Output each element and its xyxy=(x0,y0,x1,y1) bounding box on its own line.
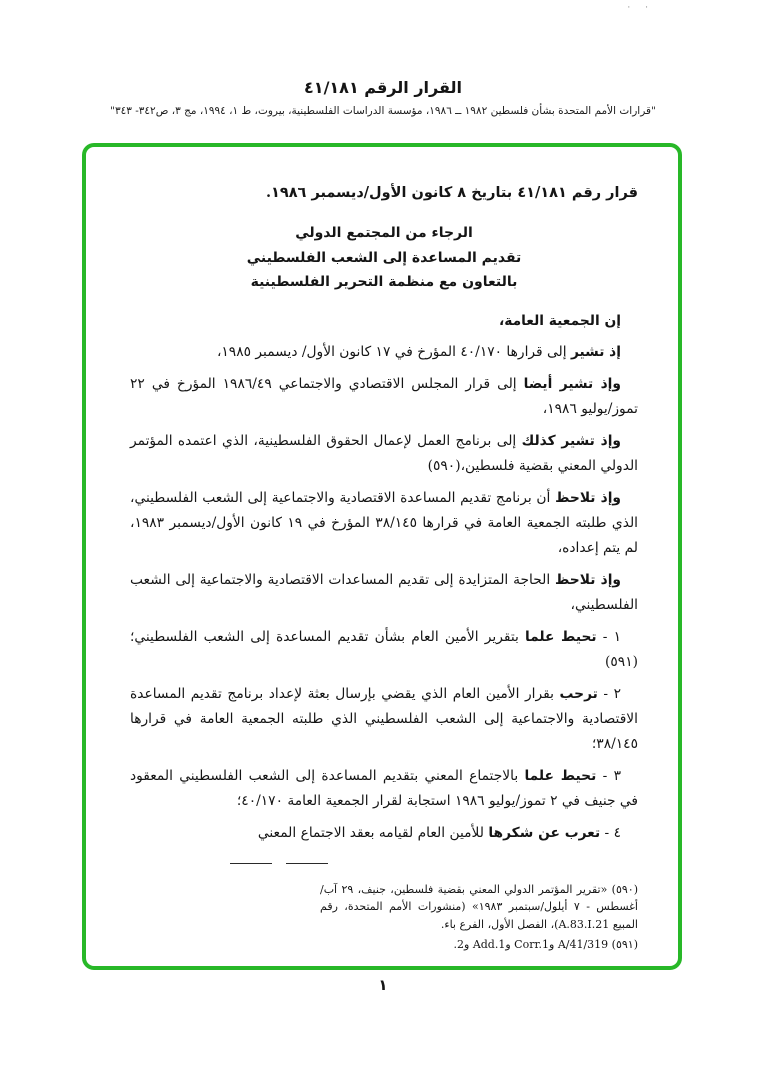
page-number: ١ xyxy=(378,976,388,994)
subtitle-line-1: الرجاء من المجتمع الدولي xyxy=(295,225,473,241)
operative-paragraph-4 xyxy=(130,821,638,846)
paragraph-number: ٤ - xyxy=(600,824,621,841)
paragraph-text: إلى قرار المجلس الاقتصادي والاجتماعي ١٩٨٦/٤٩ المؤرخ في ٢٢ تموز/يوليو ١٩٨٦، xyxy=(130,375,638,417)
paragraph-number: ٣ - xyxy=(596,767,621,784)
paragraph-lead: ترحب xyxy=(559,685,598,702)
paragraph-text: بالاجتماع المعني بتقديم المساعدة إلى الشعب الفلسطيني المعقود في جنيف في ٢ تموز/يوليو ١٩٨٦ استجابة لقرار الجمعية العامة ٤٠/١٧٠؛ xyxy=(130,767,638,809)
paragraph-lead: تحيط علما xyxy=(524,767,597,784)
preamble-paragraph-2 xyxy=(130,372,638,422)
footnote-separator xyxy=(130,853,638,872)
corner-mark: · · xyxy=(627,3,654,13)
operative-paragraph-3 xyxy=(130,764,638,814)
paragraph-lead: تعرب عن شكرها xyxy=(488,824,601,841)
operative-paragraph-2 xyxy=(130,682,638,757)
header-resolution-number: القرار الرقم ٤١/١٨١ xyxy=(304,78,462,97)
paragraph-lead: وإذ تشير كذلك xyxy=(521,432,621,449)
paragraph-number: ٢ - xyxy=(597,685,622,702)
document-header xyxy=(0,78,766,117)
footnote-591: (٥٩١) A/41/319 وCorr.1 وAdd.1 و2. xyxy=(453,938,638,951)
footnote-590: (٥٩٠) «تقرير المؤتمر الدولي المعني بقضية فلسطين، جنيف، ٢٩ آب/ أغسطس - ٧ أيلول/سبتمبر ١٩٨٣» (منشورات الأمم المتحدة، رقم المبيع A.83.I.21)، الفصل الأول، الفرع باء. xyxy=(320,882,638,931)
paragraph-lead: وإذ تلاحظ xyxy=(555,489,621,506)
paragraph-text: بتقرير الأمين العام بشأن تقديم المساعدة إلى الشعب الفلسطيني؛(٥٩١) xyxy=(130,628,638,670)
green-highlight-region xyxy=(82,143,682,970)
header-source-citation: "قرارات الأمم المتحدة بشأن فلسطين ١٩٨٢ ــ ١٩٨٦، مؤسسة الدراسات الفلسطينية، بيروت، ط ١، ١٩٩٤، مج ٣، ص٣٤٢- ٣٤٣" xyxy=(110,105,656,117)
paragraph-text: إلى برنامج العمل لإعمال الحقوق الفلسطينية، الذي اعتمده المؤتمر الدولي المعني بقضية فلسطين،(٥٩٠) xyxy=(130,432,638,474)
paragraph-text: أن برنامج تقديم المساعدة الاقتصادية والاجتماعية إلى الشعب الفلسطيني، الذي طلبته الجمعية العامة في قرارها ٣٨/١٤٥ المؤرخ في ١٩ كانون الأول/ديسمبر ١٩٨٣، لم يتم إعداده، xyxy=(130,489,638,556)
preamble-opening: إن الجمعية العامة، xyxy=(498,312,621,329)
subtitle-line-3: بالتعاون مع منظمة التحرير الفلسطينية xyxy=(250,274,518,290)
subtitle-line-2: تقديم المساعدة إلى الشعب الفلسطيني xyxy=(246,249,522,266)
preamble-paragraph-1 xyxy=(130,340,638,365)
paragraph-number: ١ - xyxy=(596,628,621,645)
paragraph-lead: إذ تشير xyxy=(570,343,621,360)
paragraph-lead: وإذ تلاحظ xyxy=(555,571,622,588)
footnotes-section xyxy=(130,853,638,957)
paragraph-lead: وإذ تشير أيضا xyxy=(523,375,621,392)
paragraph-text: للأمين العام لقيامه بعقد الاجتماع المعني xyxy=(257,824,489,841)
preamble-paragraph-4 xyxy=(130,486,638,561)
separator-dash xyxy=(286,863,328,864)
operative-paragraph-1 xyxy=(130,625,638,675)
preamble-paragraph-3 xyxy=(130,429,638,479)
paragraph-text: إلى قرارها ٤٠/١٧٠ المؤرخ في ١٧ كانون الأول/ ديسمبر ١٩٨٥، xyxy=(216,343,571,360)
resolution-subtitle xyxy=(130,221,638,295)
paragraph-text: بقرار الأمين العام الذي يقضي بإرسال بعثة لإعداد برنامج تقديم المساعدة الاقتصادية والاجتماعية إلى الشعب الفلسطيني الذي طلبته الجمعية العامة في قرارها ٣٨/١٤٥؛ xyxy=(130,685,638,752)
paragraph-lead: تحيط علما xyxy=(524,628,597,645)
resolution-title: قرار رقم ٤١/١٨١ بتاريخ ٨ كانون الأول/ديسمبر ١٩٨٦. xyxy=(265,184,638,201)
separator-dash xyxy=(230,863,272,864)
paragraph-text: الحاجة المتزايدة إلى تقديم المساعدات الاقتصادية والاجتماعية إلى الشعب الفلسطيني، xyxy=(130,571,638,613)
preamble-paragraph-5 xyxy=(130,568,638,618)
